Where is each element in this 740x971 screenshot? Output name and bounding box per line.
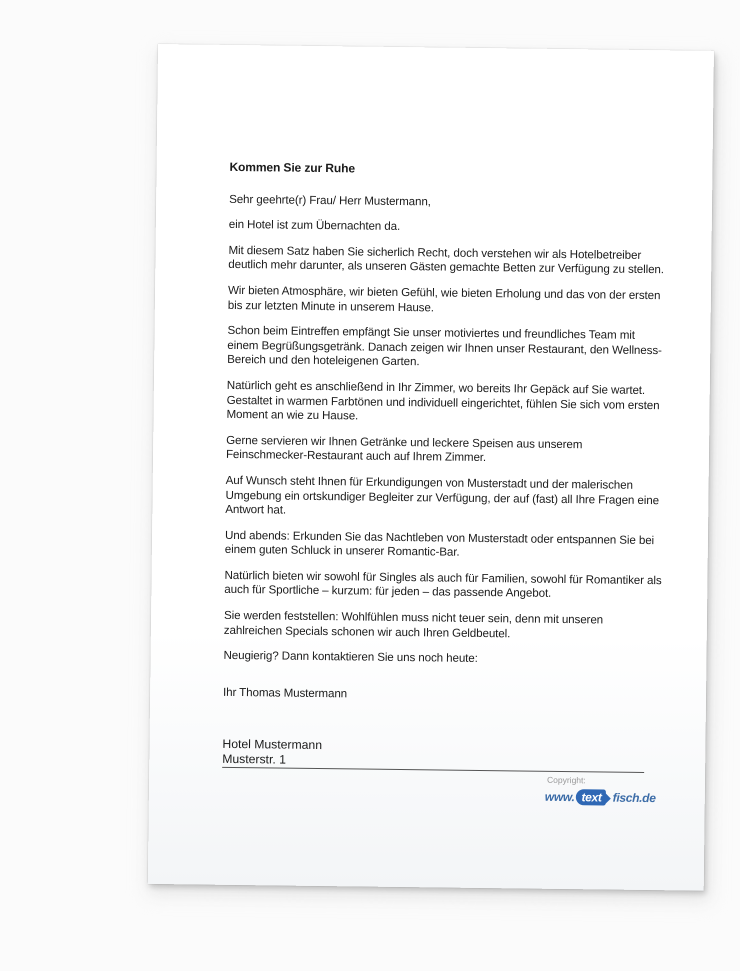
logo-prefix: www.	[544, 789, 575, 805]
letter-paragraph: Wir bieten Atmosphäre, wir bieten Gefühl, wie bieten Erholung und das von der ersten bis zur letzten Minute in unserem Hause.	[227, 283, 661, 314]
letter-paragraph: Natürlich bieten wir sowohl für Singles als auch für Familien, sowohl für Romantiker als auch für Sportliche – kurzum: für jeden – das passende Angebot.	[224, 568, 662, 601]
letter-paragraph: Schon beim Eintreffen empfängt Sie unser motiviertes und freundliches Team mit einem Begrüßungsgetränk. Danach zeigen wir Ihnen unser Restaurant, den Wellness-Bereich und den hoteleigenen Garten.	[227, 324, 662, 369]
textfisch-logo	[545, 787, 656, 808]
address-line-hotel: Hotel Mustermann	[222, 736, 323, 753]
letter-body	[223, 160, 670, 717]
logo-suffix: fisch.de	[612, 790, 656, 806]
footer-divider	[222, 767, 644, 773]
letter-title: Kommen Sie zur Ruhe	[229, 159, 356, 176]
copyright-block	[545, 775, 675, 817]
letter-paragraph: Gerne servieren wir Ihnen Getränke und leckere Speisen aus unserem Feinschmecker-Restaurant auch auf Ihrem Zimmer.	[225, 433, 583, 465]
address-line-street: Musterstr. 1	[222, 751, 287, 767]
letter-paragraph: Und abends: Erkunden Sie das Nachtleben von Musterstadt oder entspannen Sie bei einem guten Schluck in unserer Romantic-Bar.	[224, 528, 655, 560]
fish-logo-icon: text	[575, 789, 605, 805]
letter-signature: Ihr Thomas Mustermann	[223, 685, 348, 701]
document-page	[148, 44, 714, 891]
letter-paragraph: ein Hotel ist zum Übernachten da.	[228, 218, 401, 234]
copyright-label: Copyright:	[546, 774, 586, 786]
letter-paragraph: Auf Wunsch steht Ihnen für Erkundigungen von Musterstadt und der malerischen Umgebung ein ortskundiger Begleiter zur Verfügung, der auf (fast) all Ihre Fragen eine Antwort hat.	[225, 473, 660, 517]
letter-paragraph: Neugierig? Dann kontaktieren Sie uns noch heute:	[223, 649, 478, 666]
letter-paragraph: Natürlich geht es anschließend in Ihr Zimmer, wo bereits Ihr Gepäck auf Sie wartet. Gestaltet in warmen Farbtönen und individuell eingerichtet, fühlen Sie sich vom ersten Moment an wie zu Hause.	[226, 378, 660, 423]
sender-address	[222, 737, 322, 767]
letter-paragraph: Mit diesem Satz haben Sie sicherlich Recht, doch verstehen wir als Hotelbetreiber deutlich mehr darunter, als unseren Gästen gemachte Betten zur Verfügung zu stellen.	[228, 243, 665, 277]
letter-paragraph: Sie werden feststellen: Wohlfühlen muss nicht teuer sein, denn mit unseren zahlreichen Specials schonen wir auch Ihren Geldbeutel.	[223, 608, 604, 641]
letter-salutation: Sehr geehrte(r) Frau/ Herr Mustermann,	[229, 192, 431, 208]
